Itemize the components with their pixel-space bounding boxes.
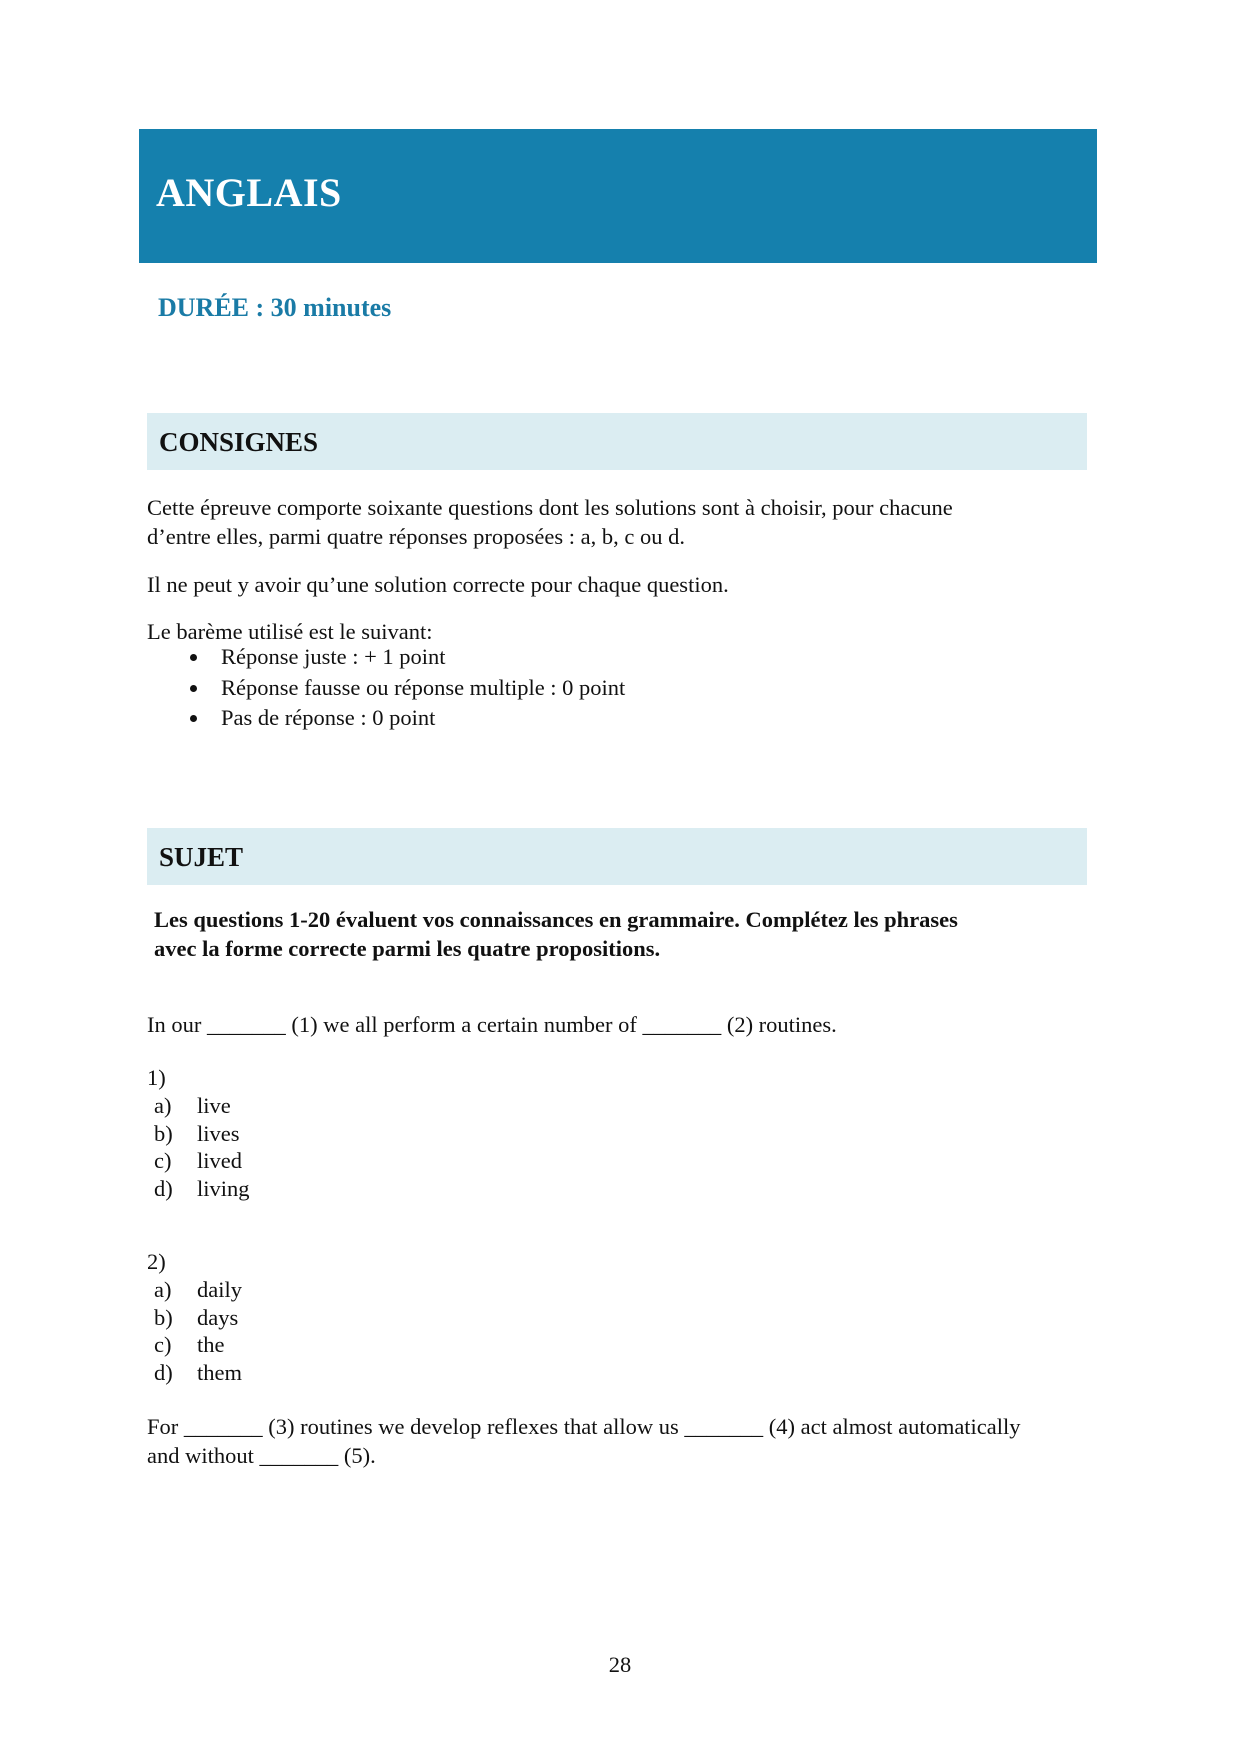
sujet-section-header	[147, 828, 1087, 885]
option-letter: a)	[154, 1093, 172, 1118]
scale-item-text: Réponse juste : + 1 point	[221, 644, 446, 669]
page-number: 28	[608, 1652, 632, 1677]
option-text: living	[197, 1175, 250, 1201]
option-text: lives	[197, 1120, 240, 1146]
option-item	[147, 1092, 250, 1120]
scale-list	[147, 642, 625, 734]
consignes-paragraph-2: Il ne peut y avoir qu’une solution correcte pour chaque question.	[147, 572, 729, 597]
scale-item	[147, 642, 625, 673]
bullet-icon	[190, 715, 197, 722]
option-letter: c)	[154, 1332, 172, 1357]
option-text: live	[197, 1093, 231, 1118]
duration-label: DURÉE : 30 minutes	[158, 293, 392, 322]
sentence-2-line-2: and without _______ (5).	[147, 1443, 376, 1468]
option-item	[147, 1147, 250, 1175]
scale-item	[147, 673, 625, 704]
scale-item	[147, 703, 625, 734]
option-letter: d)	[154, 1359, 173, 1385]
title-banner	[139, 129, 1097, 263]
bullet-icon	[190, 654, 197, 661]
sentence-2	[147, 1412, 1087, 1470]
question-number: 2)	[147, 1249, 166, 1274]
option-item	[147, 1120, 250, 1148]
sujet-instruction-line-2: avec la forme correcte parmi les quatre propositions.	[154, 936, 661, 961]
consignes-paragraph-1-line-2: d’entre elles, parmi quatre réponses proposées : a, b, c ou d.	[147, 524, 685, 549]
sentence-2-line-1: For _______ (3) routines we develop reflexes that allow us _______ (4) act almost automatically	[147, 1414, 1021, 1439]
sujet-heading: SUJET	[159, 842, 244, 872]
option-item	[147, 1175, 250, 1203]
consignes-paragraph-1	[147, 493, 1087, 551]
option-item	[147, 1276, 242, 1304]
option-letter: b)	[154, 1120, 173, 1146]
option-item	[147, 1359, 242, 1387]
option-letter: c)	[154, 1148, 172, 1173]
sujet-instruction-line-1: Les questions 1-20 évaluent vos connaissances en grammaire. Complétez les phrases	[154, 907, 958, 932]
option-text: the	[197, 1332, 225, 1357]
question-1-options	[147, 1092, 250, 1202]
scale-item-text: Réponse fausse ou réponse multiple : 0 point	[221, 674, 626, 700]
question-2-options	[147, 1276, 242, 1386]
question-number: 1)	[147, 1065, 166, 1090]
sujet-instruction	[154, 905, 1094, 963]
option-item	[147, 1304, 242, 1332]
scale-item-text: Pas de réponse : 0 point	[221, 705, 436, 730]
consignes-heading: CONSIGNES	[159, 427, 319, 457]
sentence-1: In our _______ (1) we all perform a certain number of _______ (2) routines.	[147, 1012, 837, 1037]
consignes-section-header	[147, 413, 1087, 470]
scale-intro: Le barème utilisé est le suivant:	[147, 619, 433, 644]
option-text: them	[197, 1359, 242, 1385]
bullet-icon	[190, 685, 197, 692]
option-letter: b)	[154, 1304, 173, 1330]
option-text: days	[197, 1304, 239, 1330]
consignes-paragraph-1-line-1: Cette épreuve comporte soixante questions dont les solutions sont à choisir, pour chacune	[147, 495, 953, 520]
option-letter: a)	[154, 1277, 172, 1302]
option-letter: d)	[154, 1175, 173, 1201]
page-title: ANGLAIS	[156, 170, 342, 215]
option-text: daily	[197, 1277, 242, 1302]
option-text: lived	[197, 1148, 242, 1173]
option-item	[147, 1331, 242, 1359]
